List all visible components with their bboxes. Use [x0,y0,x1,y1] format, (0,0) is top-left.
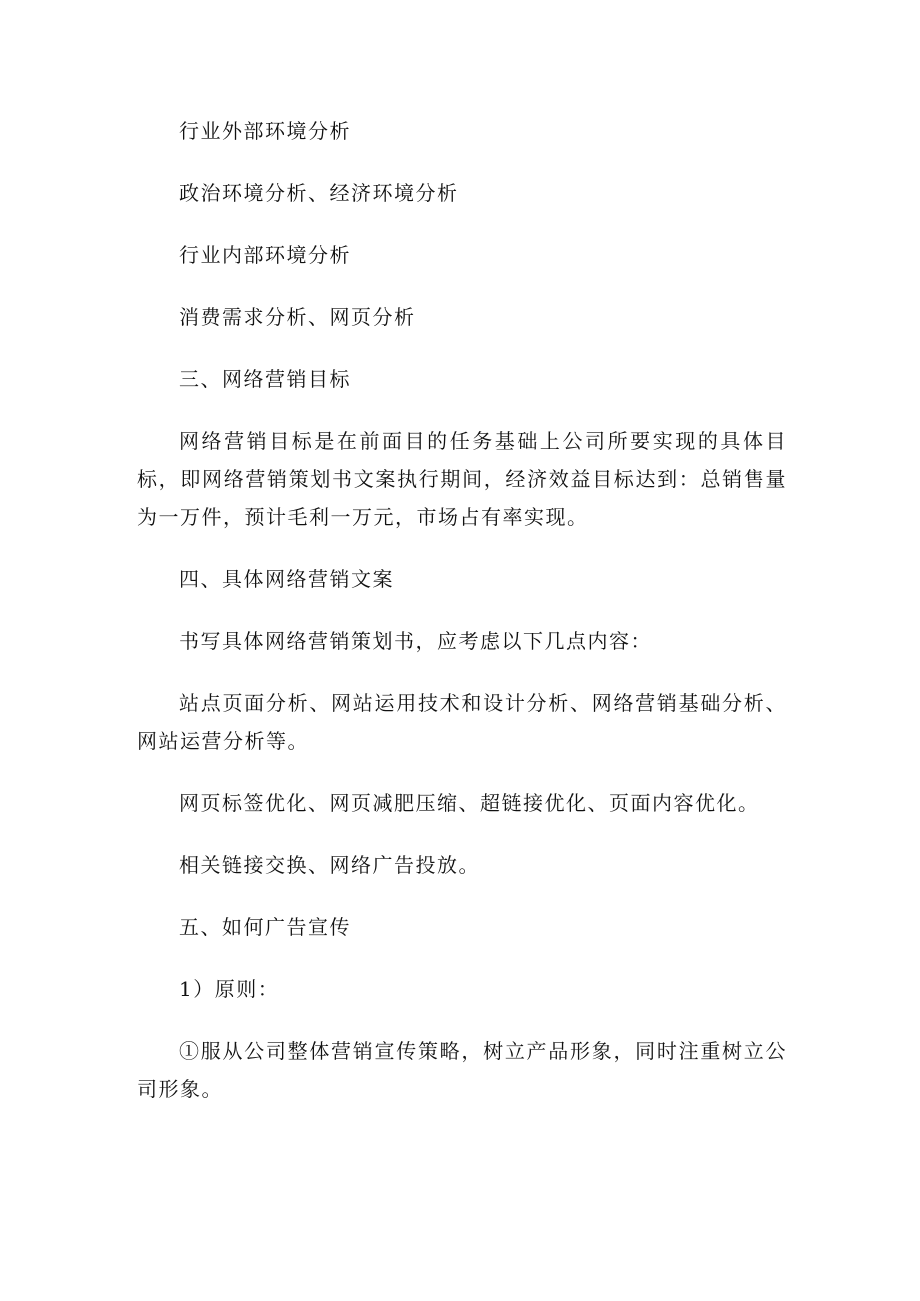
section-heading-marketing-goals: 三、网络营销目标 [179,367,351,391]
paragraph-marketing-goals: 网络营销目标是在前面目的任务基础上公司所要实现的具体目标，即网络营销策划书文案执行期间，经济效益目标达到：总销售量为一万件，预计毛利一万元，市场占有率实现。 [137,429,787,529]
paragraph-principle-one: ①服从公司整体营销宣传策略，树立产品形象，同时注重树立公司形象。 [137,1039,787,1101]
paragraph-industry-internal: 行业内部环境分析 [179,243,351,267]
paragraph-industry-external: 行业外部环境分析 [179,119,351,143]
section-heading-marketing-plan: 四、具体网络营销文案 [179,567,394,591]
document-body [137,112,787,1132]
paragraph-site-analysis: 站点页面分析、网站运用技术和设计分析、网络营销基础分析、网站运营分析等。 [137,691,787,753]
paragraph-link-ads: 相关链接交换、网络广告投放。 [179,853,480,877]
paragraph-plan-intro: 书写具体网络营销策划书，应考虑以下几点内容： [179,629,652,653]
section-heading-advertising: 五、如何广告宣传 [179,915,351,939]
subheading-principles: 1）原则： [179,977,280,1001]
paragraph-political-economic: 政治环境分析、经济环境分析 [179,181,459,205]
paragraph-consumer-web: 消费需求分析、网页分析 [179,305,416,329]
paragraph-web-optimization: 网页标签优化、网页减肥压缩、超链接优化、页面内容优化。 [179,791,760,815]
